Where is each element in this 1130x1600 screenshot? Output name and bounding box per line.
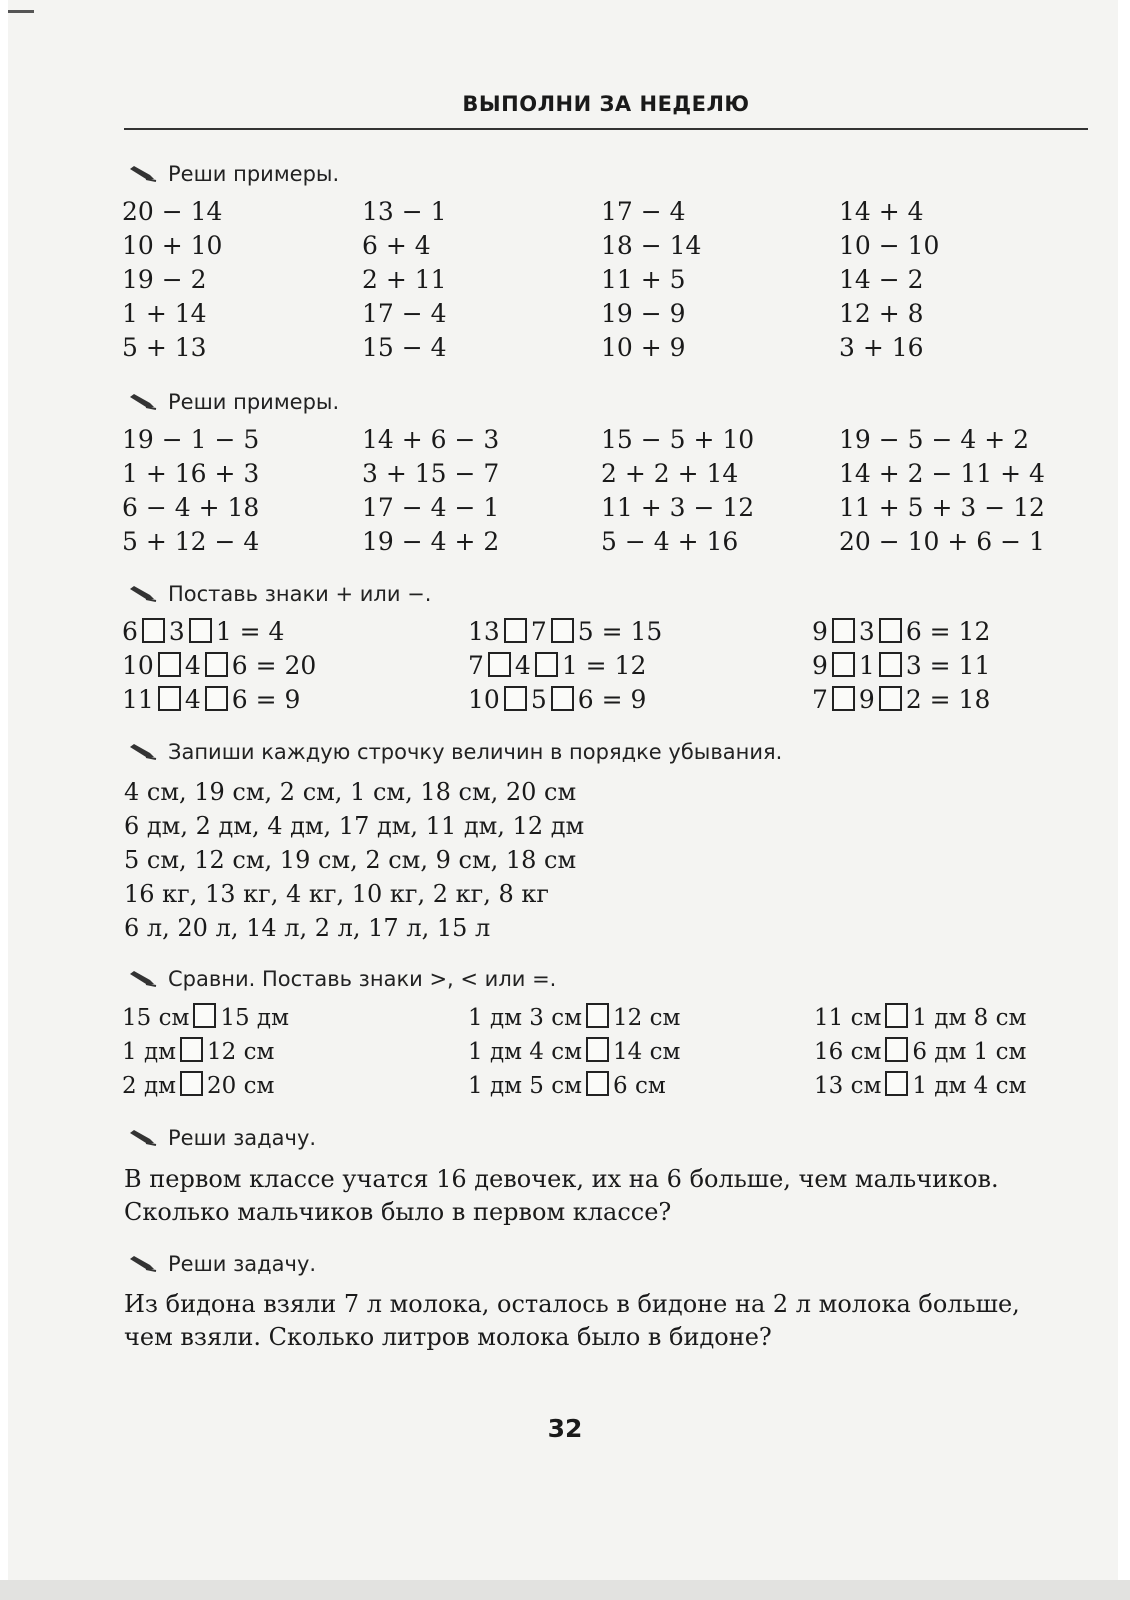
s4-line: 4 см, 19 см, 2 см, 1 см, 18 см, 20 см	[124, 778, 577, 806]
section3-instruction: Поставь знаки + или −.	[128, 582, 431, 606]
s5-comparison: 1 дм 5 см 6 см	[468, 1073, 666, 1099]
s1-item: 10 + 9	[601, 333, 686, 362]
pencil-icon	[128, 1129, 158, 1147]
corner-mark	[8, 10, 34, 13]
s5-comparison: 1 дм 12 см	[122, 1039, 275, 1065]
s1-item: 19 − 2	[122, 265, 207, 294]
s5-comparison: 1 дм 3 см 12 см	[468, 1005, 681, 1031]
s6-line: В первом классе учатся 16 девочек, их на 6 больше, чем мальчиков.	[124, 1165, 999, 1193]
answer-box[interactable]	[885, 1003, 908, 1028]
answer-box[interactable]	[551, 618, 574, 643]
s1-item: 15 − 4	[362, 333, 447, 362]
s2-item: 20 − 10 + 6 − 1	[839, 527, 1045, 556]
s2-item: 17 − 4 − 1	[362, 493, 500, 522]
s6-line: Сколько мальчиков было в первом классе?	[124, 1198, 672, 1226]
answer-box[interactable]	[832, 618, 855, 643]
s1-item: 17 − 4	[362, 299, 447, 328]
s1-item: 20 − 14	[122, 197, 223, 226]
s4-line: 16 кг, 13 кг, 4 кг, 10 кг, 2 кг, 8 кг	[124, 880, 549, 908]
page-number: 32	[547, 1414, 583, 1443]
s3-expression: 7 9 2 = 18	[812, 685, 991, 714]
answer-box[interactable]	[504, 686, 527, 711]
s1-item: 10 − 10	[839, 231, 940, 260]
s5-comparison: 1 дм 4 см 14 см	[468, 1039, 681, 1065]
s2-item: 5 − 4 + 16	[601, 527, 739, 556]
answer-box[interactable]	[180, 1037, 203, 1062]
s2-item: 11 + 5 + 3 − 12	[839, 493, 1045, 522]
s4-line: 6 дм, 2 дм, 4 дм, 17 дм, 11 дм, 12 дм	[124, 812, 585, 840]
s5-comparison: 11 см 1 дм 8 см	[814, 1005, 1027, 1031]
s1-item: 6 + 4	[362, 231, 431, 260]
s3-expression: 10 4 6 = 20	[122, 651, 317, 680]
s3-expression: 13 7 5 = 15	[468, 617, 663, 646]
answer-box[interactable]	[205, 652, 228, 677]
s5-comparison: 16 см 6 дм 1 см	[814, 1039, 1027, 1065]
s2-item: 19 − 1 − 5	[122, 425, 260, 454]
pencil-icon	[128, 165, 158, 183]
s2-item: 3 + 15 − 7	[362, 459, 500, 488]
s4-line: 5 см, 12 см, 19 см, 2 см, 9 см, 18 см	[124, 846, 577, 874]
answer-box[interactable]	[142, 618, 165, 643]
s3-expression: 11 4 6 = 9	[122, 685, 301, 714]
answer-box[interactable]	[879, 652, 902, 677]
s1-item: 11 + 5	[601, 265, 686, 294]
s1-item: 14 − 2	[839, 265, 924, 294]
answer-box[interactable]	[193, 1003, 216, 1028]
page-title: ВЫПОЛНИ ЗА НЕДЕЛЮ	[462, 92, 750, 116]
answer-box[interactable]	[504, 618, 527, 643]
answer-box[interactable]	[879, 686, 902, 711]
page-header	[124, 92, 1088, 130]
answer-box[interactable]	[586, 1003, 609, 1028]
s7-line: чем взяли. Сколько литров молока было в бидоне?	[124, 1323, 772, 1351]
s1-item: 1 + 14	[122, 299, 207, 328]
answer-box[interactable]	[180, 1071, 203, 1096]
s3-expression: 7 4 1 = 12	[468, 651, 647, 680]
s2-item: 15 − 5 + 10	[601, 425, 755, 454]
answer-box[interactable]	[885, 1037, 908, 1062]
answer-box[interactable]	[158, 686, 181, 711]
answer-box[interactable]	[832, 686, 855, 711]
s7-line: Из бидона взяли 7 л молока, осталось в бидоне на 2 л молока больше,	[124, 1290, 1020, 1318]
pencil-icon	[128, 393, 158, 411]
s2-item: 5 + 12 − 4	[122, 527, 260, 556]
answer-box[interactable]	[189, 618, 212, 643]
section2-instruction: Реши примеры.	[128, 390, 339, 414]
s1-item: 18 − 14	[601, 231, 702, 260]
s2-item: 14 + 2 − 11 + 4	[839, 459, 1045, 488]
s4-line: 6 л, 20 л, 14 л, 2 л, 17 л, 15 л	[124, 914, 491, 942]
scan-edge	[0, 1580, 1130, 1600]
s1-item: 12 + 8	[839, 299, 924, 328]
answer-box[interactable]	[832, 652, 855, 677]
answer-box[interactable]	[586, 1071, 609, 1096]
s2-item: 19 − 4 + 2	[362, 527, 500, 556]
answer-box[interactable]	[205, 686, 228, 711]
pencil-icon	[128, 743, 158, 761]
pencil-icon	[128, 970, 158, 988]
s1-item: 5 + 13	[122, 333, 207, 362]
section5-instruction: Сравни. Поставь знаки >, < или =.	[128, 967, 556, 991]
s3-expression: 9 1 3 = 11	[812, 651, 991, 680]
s1-item: 3 + 16	[839, 333, 924, 362]
pencil-icon	[128, 1255, 158, 1273]
s3-expression: 9 3 6 = 12	[812, 617, 991, 646]
s2-item: 6 − 4 + 18	[122, 493, 260, 522]
section1-instruction: Реши примеры.	[128, 162, 339, 186]
s1-item: 17 − 4	[601, 197, 686, 226]
s1-item: 19 − 9	[601, 299, 686, 328]
s5-comparison: 15 см 15 дм	[122, 1005, 289, 1031]
s3-expression: 6 3 1 = 4	[122, 617, 285, 646]
s1-item: 14 + 4	[839, 197, 924, 226]
section6-instruction: Реши задачу.	[128, 1126, 316, 1150]
answer-box[interactable]	[488, 652, 511, 677]
s2-item: 2 + 2 + 14	[601, 459, 739, 488]
s1-item: 13 − 1	[362, 197, 447, 226]
answer-box[interactable]	[586, 1037, 609, 1062]
answer-box[interactable]	[535, 652, 558, 677]
s2-item: 14 + 6 − 3	[362, 425, 500, 454]
answer-box[interactable]	[879, 618, 902, 643]
answer-box[interactable]	[551, 686, 574, 711]
s1-item: 10 + 10	[122, 231, 223, 260]
section7-instruction: Реши задачу.	[128, 1252, 316, 1276]
answer-box[interactable]	[885, 1071, 908, 1096]
s2-item: 1 + 16 + 3	[122, 459, 260, 488]
pencil-icon	[128, 585, 158, 603]
s2-item: 19 − 5 − 4 + 2	[839, 425, 1030, 454]
s5-comparison: 2 дм 20 см	[122, 1073, 275, 1099]
s2-item: 11 + 3 − 12	[601, 493, 755, 522]
section4-instruction: Запиши каждую строчку величин в порядке убывания.	[128, 740, 782, 764]
s3-expression: 10 5 6 = 9	[468, 685, 647, 714]
s1-item: 2 + 11	[362, 265, 447, 294]
s5-comparison: 13 см 1 дм 4 см	[814, 1073, 1027, 1099]
answer-box[interactable]	[158, 652, 181, 677]
